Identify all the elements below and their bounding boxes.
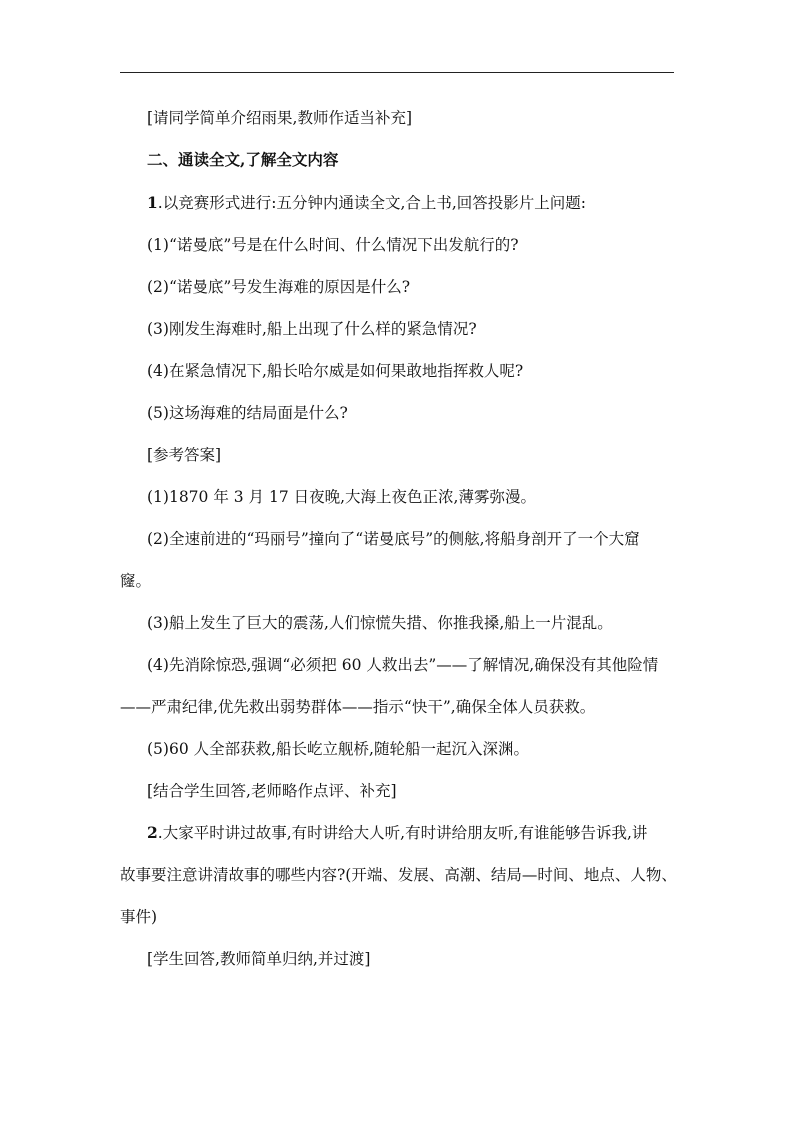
answer-heading: [参考答案] (147, 446, 222, 464)
answer-line: (2)全速前进的“玛丽号”撞向了“诺曼底号”的侧舷,将船身剖开了一个大窟 (147, 530, 640, 548)
answer-line: 窿。 (120, 572, 152, 590)
answer-line: (4)先消除惊恐,强调“必须把 60 人救出去”——了解情况,确保没有其他险情 (147, 656, 659, 674)
text-line: [结合学生回答,老师略作点评、补充] (147, 782, 397, 800)
section-heading: 二、通读全文,了解全文内容 (147, 150, 339, 169)
text-line: [请同学简单介绍雨果,教师作适当补充] (147, 109, 413, 127)
item-number: 1 (147, 193, 158, 212)
answer-line: (5)60 人全部获救,船长屹立舰桥,随轮船一起沉入深渊。 (147, 740, 529, 758)
text-line (147, 193, 586, 213)
text-line (147, 823, 647, 843)
question-line: (5)这场海难的结局面是什么? (147, 404, 348, 422)
text-line: 故事要注意讲清故事的哪些内容?(开端、发展、高潮、结局—时间、地点、人物、 (120, 866, 677, 884)
question-line: (2)“诺曼底”号发生海难的原因是什么? (147, 278, 411, 296)
answer-line: ——严肃纪律,优先救出弱势群体——指示“快干”,确保全体人员获救。 (120, 698, 596, 716)
answer-line: (3)船上发生了巨大的震荡,人们惊慌失措、你推我搡,船上一片混乱。 (147, 614, 613, 632)
item-text: .以竞赛形式进行:五分钟内通读全文,合上书,回答投影片上问题: (157, 194, 587, 212)
text-line: [学生回答,教师简单归纳,并过渡] (147, 950, 371, 968)
question-line: (3)刚发生海难时,船上出现了什么样的紧急情况? (147, 320, 477, 338)
question-line: (1)“诺曼底”号是在什么时间、什么情况下出发航行的? (147, 236, 519, 254)
answer-line: (1)1870 年 3 月 17 日夜晚,大海上夜色正浓,薄雾弥漫。 (147, 488, 536, 506)
item-text: .大家平时讲过故事,有时讲给大人听,有时讲给朋友听,有谁能够告诉我,讲 (157, 824, 648, 842)
header-rule (120, 72, 674, 73)
text-line: 事件) (120, 908, 158, 926)
item-number: 2 (147, 823, 158, 842)
question-line: (4)在紧急情况下,船长哈尔威是如何果敢地指挥救人呢? (147, 362, 524, 380)
